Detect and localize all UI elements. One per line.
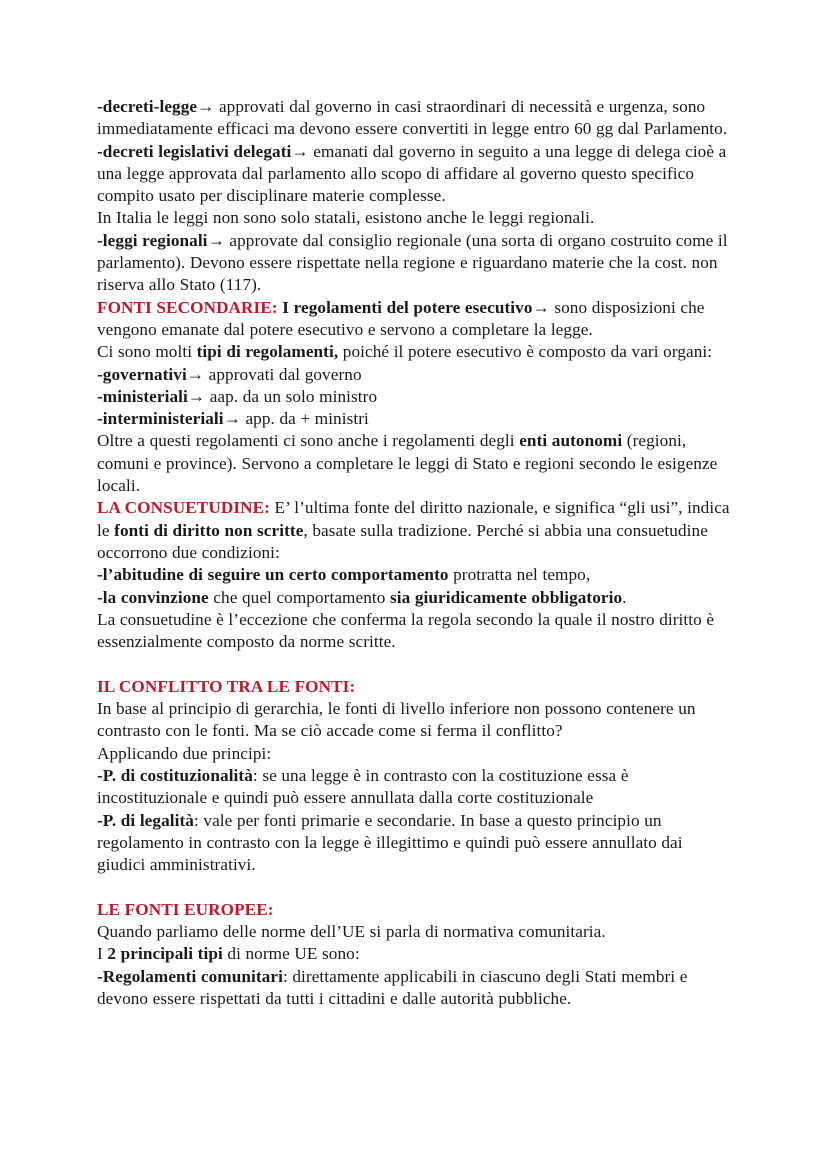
paragraph-gerarchia [97, 698, 731, 743]
bold-run: -governativi [97, 364, 187, 384]
text-run: → approvati dal governo in casi straordinari di necessità e urgenza, sono immediatamente efficaci ma devono essere convertiti in legge entro 60 gg dal Parlamento. [97, 97, 728, 139]
bold-run: -la convinzione [97, 587, 209, 607]
text-run: (regioni, comuni e province). Servono a completare le leggi di Stato e regioni secondo le esigenze locali. [97, 431, 718, 496]
text-run: . [622, 587, 627, 607]
bold-run: I regolamenti del potere esecutivo [282, 297, 533, 317]
paragraph-leggi-regionali-intro [97, 207, 731, 229]
bold-run: tipi di regolamenti, [196, 342, 339, 362]
paragraph-regolamenti-comunitari [97, 966, 731, 1011]
text-run: → app. da + ministri [223, 409, 369, 429]
text-run: Ci sono molti [97, 342, 197, 362]
bold-run: fonti di diritto non scritte [114, 520, 304, 540]
text-run: In base al principio di gerarchia, le fonti di livello inferiore non possono contenere un contrasto con le fonti. Ma se ciò accade come si ferma il conflitto? [97, 699, 696, 741]
text-run: di norme UE sono: [222, 944, 360, 964]
text-run: → approvate dal consiglio regionale (una sorta di organo costruito come il parlamento). Devono essere rispettate nella regione e riguardano materie che la cost. non riserva allo Stato (117). [97, 230, 728, 295]
bold-run: sia giuridicamente obbligatorio [390, 587, 623, 607]
paragraph-governativi [97, 364, 731, 386]
text-run: : se una legge è in contrasto con la costituzione essa è incostituzionale e quindi può essere annullata dalla corte costituzionale [97, 765, 629, 808]
text-run: che quel comportamento [208, 587, 390, 607]
bold-run: -P. di legalità [97, 810, 194, 830]
bold-run: -P. di costituzionalità [97, 765, 253, 785]
paragraph-la-consuetudine [97, 497, 731, 564]
text-run: In Italia le leggi non sono solo statali, esistono anche le leggi regionali. [97, 208, 595, 228]
paragraph-abitudine [97, 564, 731, 586]
paragraph-il-conflitto-tra-le-fonti [97, 676, 731, 698]
text-run: → approvati dal governo [186, 364, 362, 384]
text-run: Applicando due principi: [97, 743, 272, 763]
text-run: protratta nel tempo, [448, 565, 591, 585]
paragraph-decreti-legislativi-delegati [97, 141, 731, 208]
text-run: → aap. da un solo ministro [187, 386, 378, 406]
paragraph-le-fonti-europee [97, 899, 731, 921]
paragraph-due-principi [97, 743, 731, 765]
paragraph-normativa-comunitaria [97, 921, 731, 943]
paragraph-fonti-secondarie [97, 297, 731, 342]
text-run: poiché il potere esecutivo è composto da vari organi: [338, 342, 713, 362]
paragraph-interministeriali [97, 408, 731, 430]
document-text-column [97, 96, 731, 1010]
bold-run: -leggi regionali [97, 230, 208, 250]
bold-run: -Regolamenti comunitari [97, 966, 283, 986]
section-heading-le-fonti-europee: LE FONTI EUROPEE: [97, 899, 274, 919]
paragraph-consuetudine-eccezione [97, 609, 731, 654]
paragraph-spacer [97, 653, 731, 675]
text-run: : vale per fonti primarie e secondarie. In base a questo principio un regolamento in contrasto con la legge è illegittimo e quindi può essere annullato dai giudici amministrativi. [97, 810, 683, 875]
text-run: → sono disposizioni che vengono emanate dal potere esecutivo e servono a completare la legge. [97, 297, 705, 339]
section-heading-fonti-secondarie: FONTI SECONDARIE: [97, 297, 278, 317]
text-run: , basate sulla tradizione. Perché si abbia una consuetudine occorrono due condizioni: [97, 520, 708, 562]
paragraph-ministeriali [97, 386, 731, 408]
text-run: E’ l’ultima fonte del diritto nazionale, e significa “gli usi”, indica le [97, 498, 730, 540]
paragraph-leggi-regionali [97, 230, 731, 297]
section-heading-il-conflitto-tra-le-fonti: IL CONFLITTO TRA LE FONTI: [97, 676, 356, 696]
section-heading-la-consuetudine: LA CONSUETUDINE: [97, 498, 270, 518]
paragraph-p-costituzionalita [97, 765, 731, 810]
bold-run: enti autonomi [519, 431, 623, 451]
paragraph-convinzione [97, 587, 731, 609]
text-run: La consuetudine è l’eccezione che conferma la regola secondo la quale il nostro diritto è essenzialmente composto da norme scritte. [97, 609, 715, 652]
bold-run: 2 principali tipi [107, 944, 223, 964]
text-run: Oltre a questi regolamenti ci sono anche i regolamenti degli [97, 431, 520, 451]
bold-run: -interministeriali [97, 409, 224, 429]
paragraph-p-legalita [97, 810, 731, 877]
paragraph-enti-autonomi [97, 430, 731, 497]
text-run: I [97, 944, 108, 964]
bold-run: -l’abitudine di seguire un certo comportamento [97, 565, 449, 585]
text-run: Quando parliamo delle norme dell’UE si parla di normativa comunitaria. [97, 921, 606, 941]
text-run: → emanati dal governo in seguito a una legge di delega cioè a una legge approvata dal parlamento allo scopo di affidare al governo questo specifico compito usato per disciplinare materie complesse. [97, 141, 727, 206]
bold-run: -decreti legislativi delegati [97, 141, 292, 161]
bold-run: -ministeriali [97, 386, 188, 406]
bold-run: -decreti-legge [97, 97, 198, 116]
paragraph-tipi-di-regolamenti [97, 341, 731, 363]
paragraph-decreti-legge [97, 96, 731, 141]
paragraph-due-principali-tipi [97, 943, 731, 965]
paragraph-spacer [97, 876, 731, 898]
text-run: : direttamente applicabili in ciascuno degli Stati membri e devono essere rispettati da tutti i cittadini e dalle autorità pubbliche. [97, 966, 688, 1008]
